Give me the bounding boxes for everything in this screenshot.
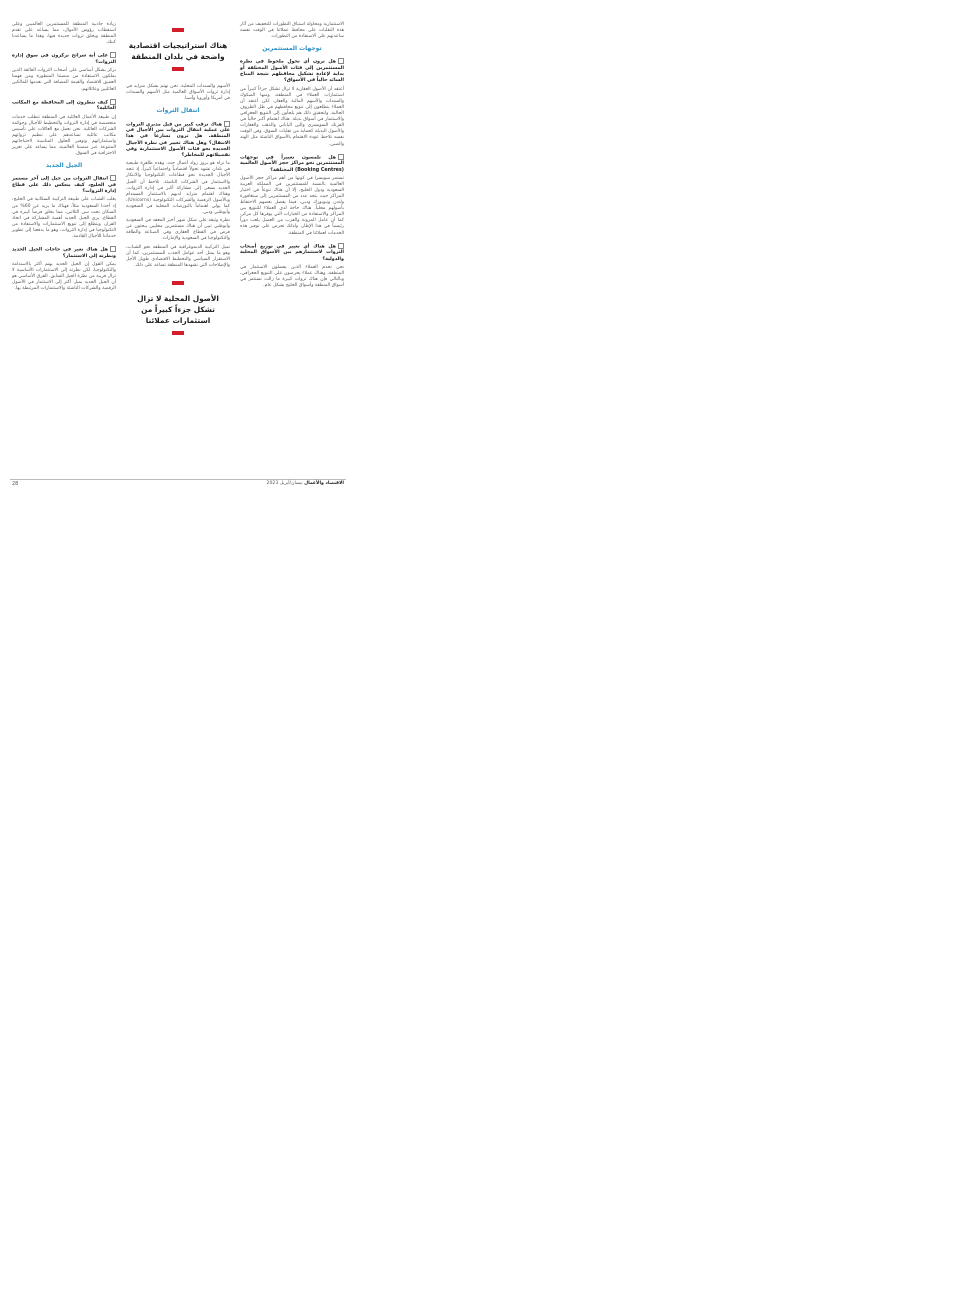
answer: نركز بشكل أساسي على أصحاب الثروات الفائقة الذين يملكون الاستفادة من منصتنا المتطورة ومن فهمنا العميق للاقتصاد والقيمة المضافة التي نقدمها للمالكين العائليين وعائلاتهم.: [12, 68, 116, 92]
square-bullet-icon: [338, 154, 344, 160]
square-bullet-icon: [224, 121, 230, 127]
paragraph: تميل التركيبة الديموغرافية في المنطقة نحو الشباب، وهو ما يمثل أحد عوامل الجذب للمستثمرين، كما أن الاستقرار السياسي والتخطيط الاقتصادي طويل الأجل والإصلاحات التي تشهدها المنطقة تساعد على ذلك.: [126, 244, 230, 268]
answer: ما نراه هو بروز رواد أعمال جدد، وهذه ظاهرة طبيعية في بلدان تشهد تحولاً اقتصادياً واجتماعياً كبيراً، إذ تتجه الأجيال الجديدة نحو قطاعات التكنولوجيا والابتكار والاستثمار في الشركات الناشئة. نلاحظ أن الجيل الجديد يسعى إلى مشاركة أكبر في إدارة الثروات، وهناك اهتمام متزايد لديهم بالاستثمار المستدام وبالأصول الرقمية والشركات التكنولوجية (Unicorns)، كما يولي اهتماماً بالبورصات المحلية في السعودية وأبوظبي ودبي.: [126, 161, 230, 216]
pull-quote-text: الأصول المحلية لا تزال تشكل جزءاً كبيراً من استثمارات عملائنا: [137, 293, 219, 325]
question: انتقال الثروات من جيل إلى آخر مستمر في الخليج، كيف ينعكس ذلك على قطاع إدارة الثروات؟: [12, 176, 116, 195]
answer: أعتقد أن الأصول العقارية لا تزال تشكل جزءاً كبيراً من استثمارات العملاء في المنطقة، ومنها الصكوك والسندات والأسهم المالية والعقار، لكن أعتقد أن العملاء يتطلعون إلى تنويع محافظهم في ظل الظروف الحالية، ولتحقيق ذلك هم يلجأون إلى التنويع الجغرافي والاستثمار في أسواق بديلة. هناك اهتمام أكبر حالياً في الفرنك السويسري والين الياباني والذهب والعقارات والأصول البديلة كحماية من تقلبات السوق، وفي الوقت نفسه نلاحظ عودة الاهتمام بالأسواق الناشئة مثل الهند والصين.: [240, 86, 344, 147]
section-heading: الجيل الجديد: [45, 162, 83, 170]
magazine-name: الاقتصاد والأعمال: [304, 481, 344, 486]
question: هل هناك أي تغيير في توزيع أصحاب الثروات لاستثمارهم بين الأسواق المحلية والدولية؟: [240, 244, 344, 262]
column-right: [240, 22, 344, 291]
footer-divider: [10, 479, 346, 480]
answer: تستمر سويسرا في كونها من أهم مراكز حجز الأصول العالمية بالنسبة للمستثمرين في المملكة العربية السعودية ودول الخليج، إلا أن هناك تنوعاً في اختيار المراكز حيث يتجه عدد من المستثمرين إلى سنغافورة ولندن ونيويورك ودبي، فيما يفضل بعضهم الاحتفاظ بأصولهم محلياً. هناك حاجة لدى العملاء للتنويع بين المراكز والاستفادة من الخيارات التي يوفرها كل مركز، كما أن عامل المرونة والقرب من العميل يلعب دوراً رئيسياً في هذا الإطار، ولذلك نحرص على توفير هذه الخدمات لعملائنا في المنطقة.: [240, 175, 344, 236]
square-bullet-icon: [110, 175, 116, 181]
square-bullet-icon: [110, 52, 116, 58]
section-heading: توجهات المستثمرين: [262, 45, 322, 53]
square-bullet-icon: [338, 243, 344, 249]
red-bar-icon: [172, 281, 184, 285]
question: هل هناك تغير في حاجات الجيل الجديد ونظرته إلى الاستثمار؟: [12, 247, 116, 259]
question: على أية شرائح تركزون في سوق إدارة الثروات؟: [12, 53, 116, 66]
red-bar-icon: [172, 67, 184, 71]
answer: نحن نخدم العملاء الذين يفضلون الاستثمار في المنطقة، وهناك عملاء يحرصون على التنويع الجغرافي، وبالتالي فإن هناك ثروات كبيرة ما زالت تستثمر في أسواق المنطقة وأسواق الخليج بشكل عام.: [240, 264, 344, 289]
paragraph: نظرة وثيقة على شكل شهر أخير المعقد في السعودية وأبوظبي تبين أن هناك مستثمرين محليين يبحثون عن فرص في القطاع العقاري وفي الصناعة والطاقة والتكنولوجيا في السعودية والإمارات.: [126, 218, 230, 242]
intro-paragraph: الاستثمارية ومحاولة استباق التطورات للتخفيف من آثار هذه التقلبات على محافظ عملائنا في الوقت نفسه ساعدتهم على الاستفادة من التطورات.: [240, 22, 344, 40]
question: كيف تنظرون إلى المحافظة مع المكاتب العائلية؟: [12, 100, 116, 112]
issue-date: نيسان/أبريل 2023: [266, 481, 303, 486]
square-bullet-icon: [110, 99, 116, 105]
question: هل تلمسون تغييراً في توجهات المستثمرين نحو مراكز حجز الأصول العالمية (Booking Centres) المختلفة؟: [240, 155, 344, 173]
footer-magazine-info: [250, 481, 344, 486]
pull-quote: [126, 279, 230, 340]
intro-paragraph: زيادة جاذبية المنطقة للمستثمرين العالميين وعلى استقطاب رؤوس الأموال، مما يساعد على تقدم المنطقة ويخلق ثروات جديدة فيها، وهذا ما يساعدنا كبنك.: [12, 22, 116, 46]
red-bar-icon: [172, 28, 184, 32]
square-bullet-icon: [338, 58, 344, 64]
question: هناك ترقب كبير من قبل مديري الثروات على عملية انتقال الثروات بين الأجيال في المنطقة. هل ترون تسارعاً في هذا الانتقال؟ وهل هناك تغيير في نظرة الأجيال الجديدة نحو فئات الأصول الاستثمارية وفي تفضيلاتهم للمخاطر؟: [126, 122, 230, 159]
square-bullet-icon: [110, 246, 116, 252]
answer: يمكن القول إن الجيل الجديد يهتم أكثر بالاستدامة والتكنولوجيا، لكن نظرته إلى الاستثمارات الأساسية لا تزال قريبة من نظرة الجيل السابق. الفرق الأساسي هو أن الجيل الجديد يميل أكثر إلى الاستثمار في الأصول الرقمية والشركات الناشئة والاستثمارات المرتبطة بها.: [12, 261, 116, 292]
answer: يغلب الشباب على طبيعة التركيبة السكانية في الخليج، إذ أخذنا السعودية مثلاً، فهناك ما يزيد عن 60% من السكان تحت سن الثلاثين، مما يخلق فرصاً كبيرة في القطاع. يرى الجيل الجديد أهمية المشاركة في اتخاذ القرار، ويتطلع إلى تنويع الاستثمارات والاستفادة من التكنولوجيا في إدارة الثروات، وهو ما يدفعنا إلى تطوير خدماتنا للأجيال القادمة.: [12, 197, 116, 239]
question: هل ترون أي تحول ملحوظ في نظرة المستثمرين إلى فئات الأصول المختلفة أو بداية لإعادة تشكيل محافظهم نتيجة المناخ السائد حالياً في الأسواق؟: [240, 59, 344, 84]
pull-quote-text: هناك استراتيجيات اقتصادية واضحة في بلدان المنطقة: [128, 41, 228, 62]
red-bar-icon: [172, 331, 184, 335]
section-heading: انتقال الثروات: [156, 107, 200, 115]
column-middle: [126, 22, 230, 348]
page-number: 28: [12, 481, 19, 487]
intro-paragraph: الأسهم والسندات المحلية. نحن نهتم بشكل متزايد في إدارة ثروات الأسواق العالمية مثل الأسهم والسندات في أمريكا وأوروبا وآسيا.: [126, 84, 230, 102]
column-left: [12, 22, 116, 294]
answer: إن طبيعة الأعمال العائلية في المنطقة تتطلب خدمات متخصصة في إدارة الثروات والتخطيط للأجيال وحوكمة الشركات العائلية. نحن نعمل مع العائلات على تأسيس مكاتب عائلية تساعدهم على تنظيم ثرواتهم واستثماراتهم وتوفير الحلول المناسبة لاحتياجاتهم المتنوعة عبر منصتنا العالمية، مما يساعد على تعزيز الاحترافية في السوق.: [12, 114, 116, 157]
pull-quote: [126, 26, 230, 76]
